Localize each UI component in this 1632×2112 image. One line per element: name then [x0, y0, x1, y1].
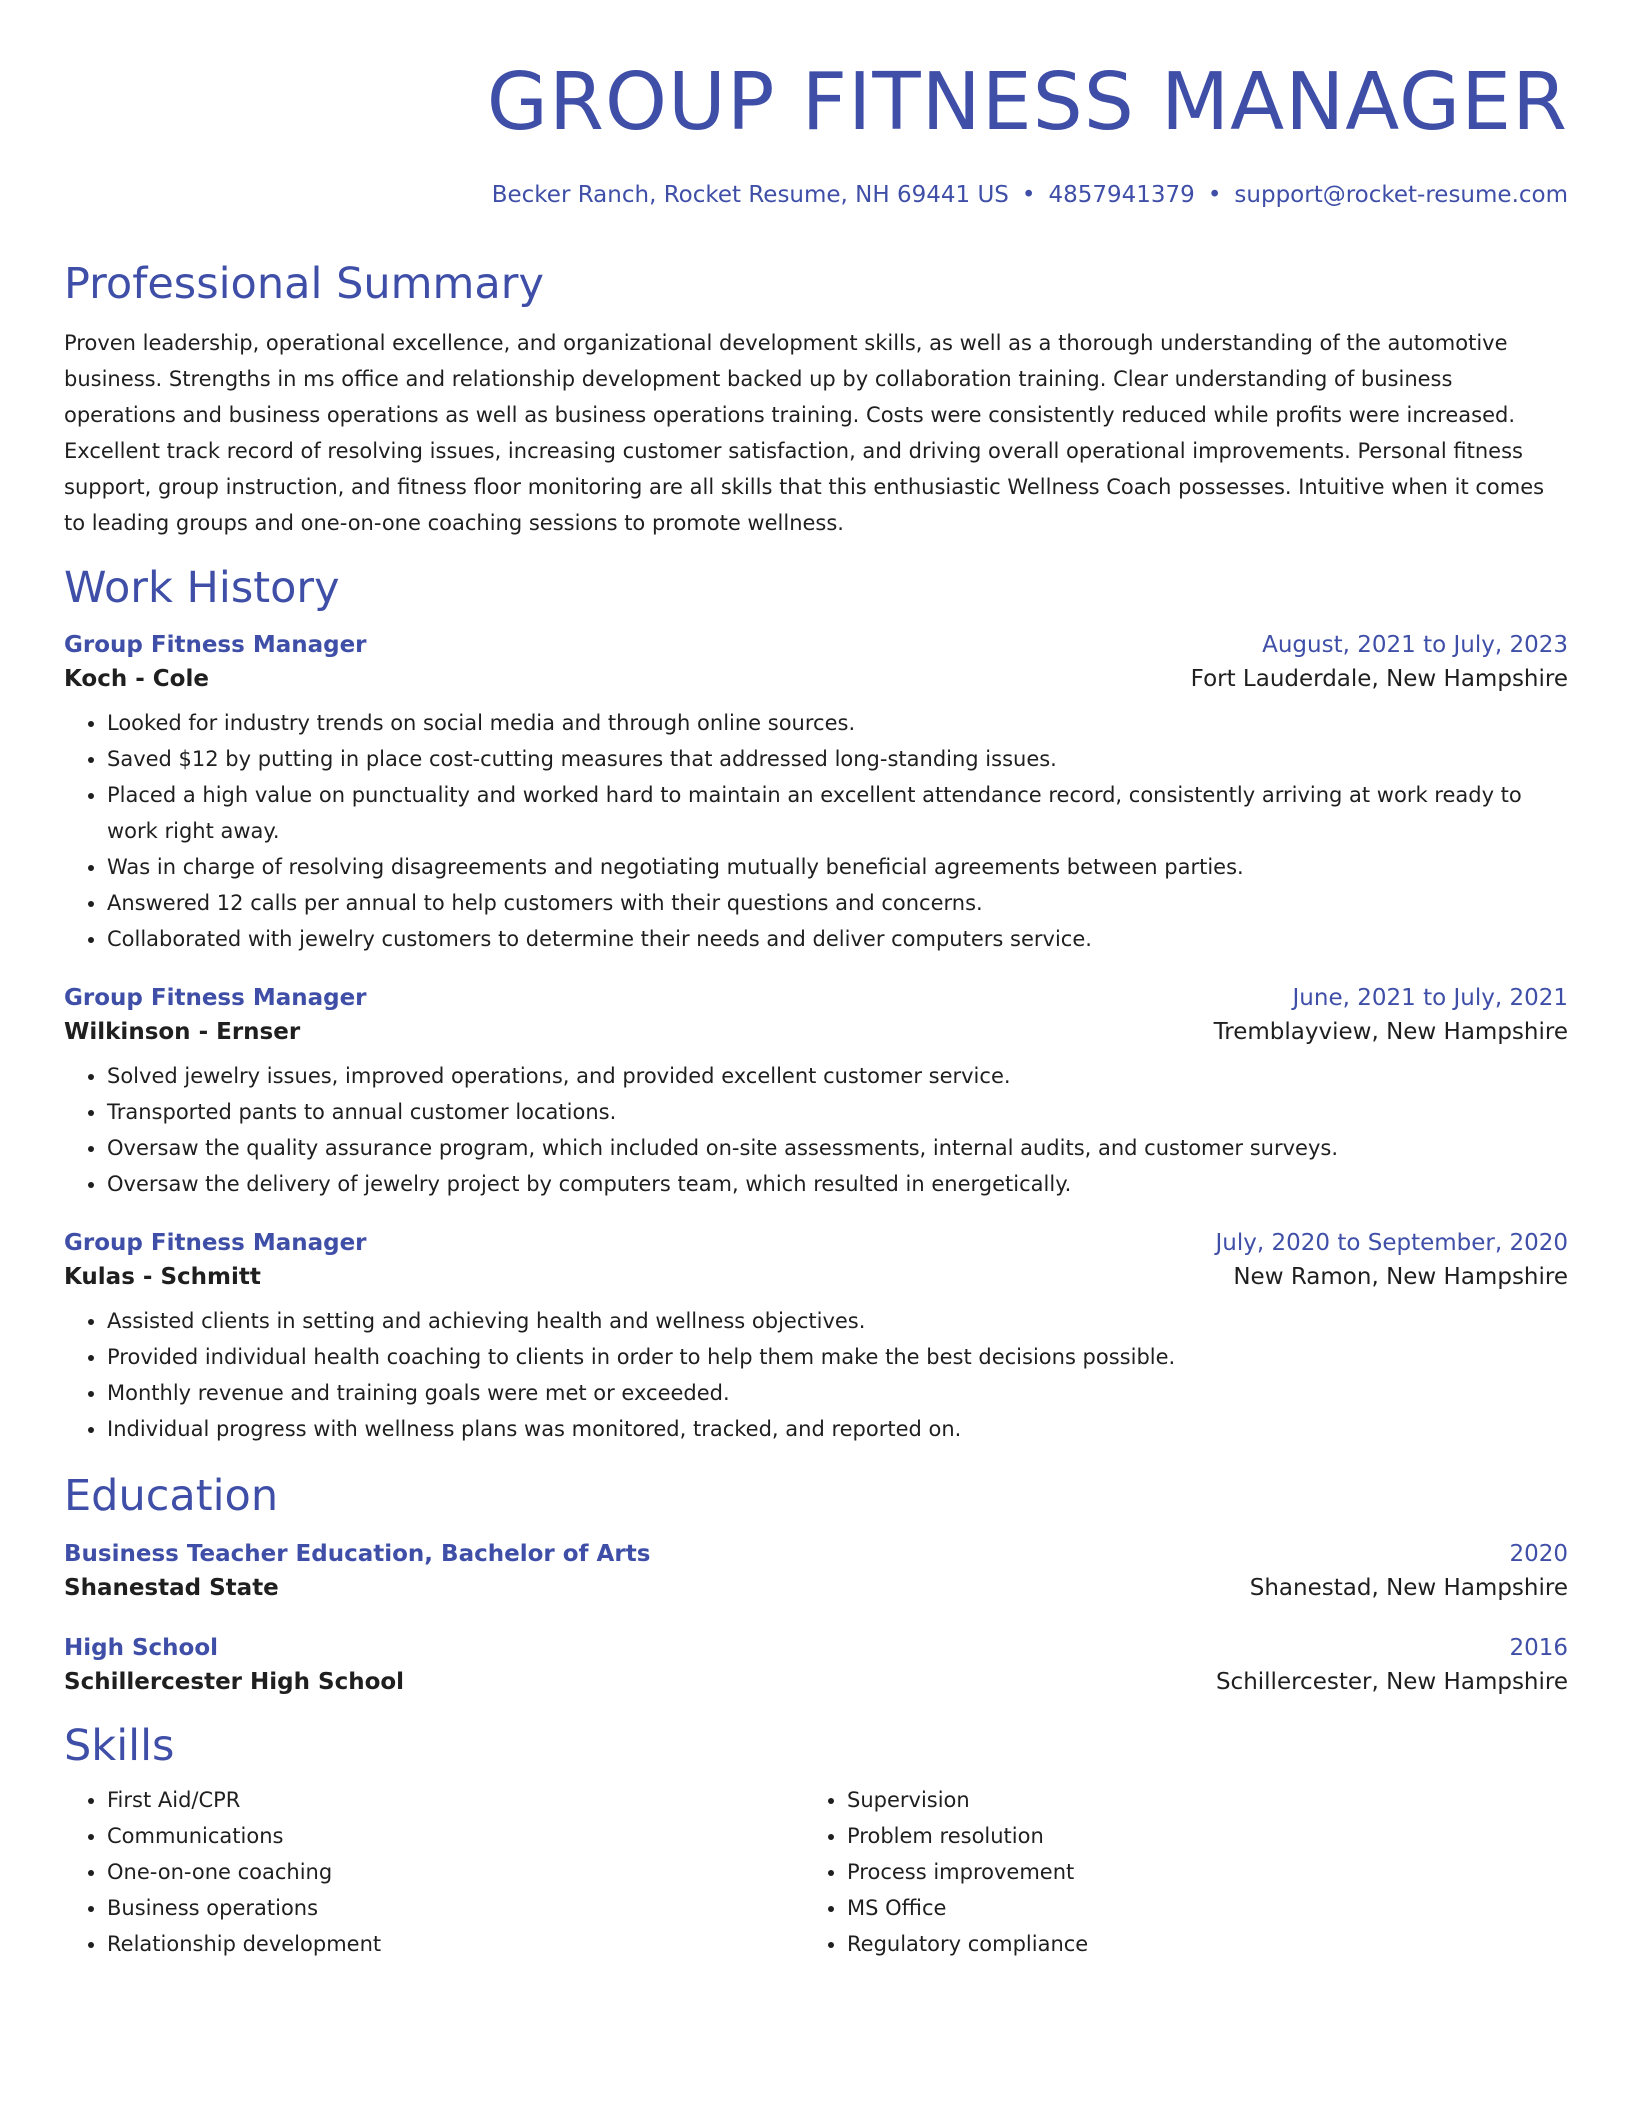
- job-dates: July, 2020 to September, 2020: [1215, 1230, 1568, 1257]
- education-entry: [64, 1635, 1568, 1695]
- job-bullet: • Transported pants to annual customer locations.: [107, 1094, 1568, 1130]
- job-location: Fort Lauderdale, New Hampshire: [1190, 666, 1568, 693]
- job-company: Kulas - Schmitt: [64, 1264, 261, 1291]
- education-school: Shanestad State: [64, 1574, 279, 1601]
- job-bullets: [64, 705, 1568, 957]
- job-dates: August, 2021 to July, 2023: [1262, 632, 1568, 659]
- job-entry: [64, 1230, 1568, 1447]
- summary-heading: Professional Summary: [64, 259, 544, 309]
- contact-email[interactable]: support@rocket-resume.com: [1234, 182, 1568, 208]
- job-bullets: [64, 1058, 1568, 1202]
- job-entry: [64, 985, 1568, 1202]
- job-bullet: • Oversaw the delivery of jewelry project by computers team, which resulted in energetically.: [107, 1166, 1568, 1202]
- job-bullet: • Assisted clients in setting and achieving health and wellness objectives.: [107, 1303, 1568, 1339]
- education-degree: High School: [64, 1634, 219, 1661]
- skills-column-right: [804, 1782, 1544, 1962]
- skill-item: • First Aid/CPR: [107, 1782, 804, 1818]
- skill-item: • Supervision: [847, 1782, 1544, 1818]
- skill-item: • One-on-one coaching: [107, 1854, 804, 1890]
- summary-text: Proven leadership, operational excellence, and organizational development skills, as well as a thorough understanding of the automotive business. Strengths in ms office and relationship development backed up by collaboration training. Clear understanding of business operations and business operations as well as business operations training. Costs were consistently reduced while profits were increased. Excellent track record of resolving issues, increasing customer satisfaction, and driving overall operational improvements. Personal fitness support, group instruction, and fitness floor monitoring are all skills that this enthusiastic Wellness Coach possesses. Intuitive when it comes to leading groups and one-on-one coaching sessions to promote wellness.: [64, 330, 1545, 535]
- job-bullet: • Answered 12 calls per annual to help customers with their questions and concerns.: [107, 885, 1568, 921]
- job-bullet: • Monthly revenue and training goals were met or exceeded.: [107, 1375, 1568, 1411]
- skill-item: • Problem resolution: [847, 1818, 1544, 1854]
- job-company: Wilkinson - Ernser: [64, 1019, 301, 1046]
- skill-item: • Relationship development: [107, 1926, 804, 1962]
- education-year: 2016: [1509, 1634, 1568, 1661]
- education-location: Shanestad, New Hampshire: [1249, 1574, 1568, 1601]
- job-location: New Ramon, New Hampshire: [1233, 1264, 1568, 1291]
- work-history-heading: Work History: [64, 562, 340, 613]
- contact-separator: •: [1021, 182, 1036, 208]
- contact-address: Becker Ranch, Rocket Resume, NH 69441 US: [491, 182, 1009, 208]
- job-bullet: • Solved jewelry issues, improved operations, and provided excellent customer service.: [107, 1058, 1568, 1094]
- job-bullet: • Saved $12 by putting in place cost-cutting measures that addressed long-standing issues.: [107, 741, 1568, 777]
- skills-heading: Skills: [64, 1720, 175, 1771]
- job-entry: [64, 632, 1568, 957]
- job-company: Koch - Cole: [64, 666, 209, 693]
- skill-item: • Communications: [107, 1818, 804, 1854]
- contact-separator: •: [1207, 182, 1222, 208]
- job-bullet: • Provided individual health coaching to clients in order to help them make the best decisions possible.: [107, 1339, 1568, 1375]
- skill-item: • Business operations: [107, 1890, 804, 1926]
- education-location: Schillercester, New Hampshire: [1215, 1668, 1568, 1695]
- job-title: Group Fitness Manager: [64, 1230, 367, 1257]
- job-bullet: • Placed a high value on punctuality and worked hard to maintain an excellent attendance record, consistently arriving at work ready to work right away.: [107, 777, 1568, 849]
- skills-column-left: [64, 1782, 804, 1962]
- job-bullet: • Individual progress with wellness plans was monitored, tracked, and reported on.: [107, 1411, 1568, 1447]
- job-bullet: • Collaborated with jewelry customers to determine their needs and deliver computers service.: [107, 921, 1568, 957]
- education-heading: Education: [64, 1471, 279, 1522]
- contact-line: [64, 182, 1568, 212]
- contact-phone: 4857941379: [1048, 182, 1195, 208]
- skill-item: • Regulatory compliance: [847, 1926, 1544, 1962]
- job-bullet: • Was in charge of resolving disagreements and negotiating mutually beneficial agreements between parties.: [107, 849, 1568, 885]
- job-location: Tremblayview, New Hampshire: [1213, 1019, 1568, 1046]
- skill-item: • MS Office: [847, 1890, 1544, 1926]
- job-title: Group Fitness Manager: [64, 632, 367, 659]
- resume-name: GROUP FITNESS MANAGER: [486, 56, 1568, 148]
- job-bullets: [64, 1303, 1568, 1447]
- education-degree: Business Teacher Education, Bachelor of Arts: [64, 1540, 651, 1567]
- skill-item: • Process improvement: [847, 1854, 1544, 1890]
- education-school: Schillercester High School: [64, 1668, 405, 1695]
- education-entry: [64, 1541, 1568, 1601]
- job-bullet: • Oversaw the quality assurance program, which included on-site assessments, internal audits, and customer surveys.: [107, 1130, 1568, 1166]
- job-bullet: • Looked for industry trends on social media and through online sources.: [107, 705, 1568, 741]
- skills-grid: [64, 1782, 1568, 1962]
- education-year: 2020: [1509, 1540, 1568, 1567]
- job-title: Group Fitness Manager: [64, 985, 367, 1012]
- job-dates: June, 2021 to July, 2021: [1292, 985, 1568, 1012]
